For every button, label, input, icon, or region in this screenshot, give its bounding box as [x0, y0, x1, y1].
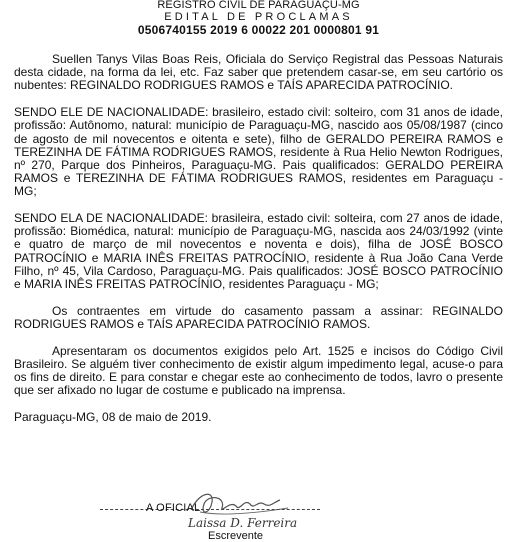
register-number: 0506740155 2019 6 00022 201 0000801 91	[137, 23, 380, 37]
signer-role: Escrevente	[208, 530, 264, 542]
signature-line	[100, 509, 320, 510]
documents-paragraph: Apresentaram os documentos exigidos pelo Art. 1525 e incisos do Código Civil Brasileiro. Se alguém tiver conhecimento de existir algum impedimento legal, acuse-o para os fins de direito. E para constar e chegar este ao conhecimento de todos, lavro o presente que ser afixado no lugar de costume e publicado na imprensa.	[14, 343, 503, 398]
intro-paragraph: Suellen Tanys Vilas Boas Reis, Oficiala do Serviço Registral das Pessoas Naturais desta cidade, na forma da lei, etc. Faz saber que pretendem casar-se, em seu cartório os nubentes: REGINALDO RODRIGUES RAMOS e TAÍS APARECIDA PATROCÍNIO.	[14, 52, 503, 93]
edital-title: EDITAL DE PROCLAMAS	[164, 11, 353, 23]
groom-paragraph: SENDO ELE DE NACIONALIDADE: brasileiro, estado civil: solteiro, com 31 anos de idade, profissão: Autônomo, natural: município de Paraguaçu-MG, nascido aos 05/08/1987 (cinco de agosto de mil novecentos e oitenta e sete), filho de GERALDO PEREIRA RAMOS e TEREZINHA DE FÁTIMA RODRIGUES RAMOS, residente à Rua Helio Newton Rodrigues, nº 270, Parque dos Pinheiros, Paraguaçu-MG. Pais qualificados: GERALDO PEREIRA RAMOS e TEREZINHA DE FÁTIMA RODRIGUES RAMOS, residentes em Paraguaçu - MG;	[14, 105, 503, 199]
signers-paragraph: Os contraentes em virtude do casamento passam a assinar: REGINALDO RODRIGUES RAMOS e TAÍS APARECIDA PATROCÍNIO RAMOS.	[14, 303, 503, 331]
signature-label: A OFICIAL	[146, 502, 201, 514]
signer-name: Laissa D. Ferreira	[188, 516, 298, 530]
document-header	[0, 0, 517, 36]
date-line: Paraguaçu-MG, 08 de maio de 2019.	[14, 409, 212, 424]
document-body	[14, 53, 503, 438]
registry-office-title: REGISTRO CIVIL DE PARAGUAÇU-MG	[157, 0, 360, 11]
bride-paragraph: SENDO ELA DE NACIONALIDADE: brasileira, estado civil: solteira, com 27 anos de idade, profissão: Biomédica, natural: município de Paraguaçu-MG, nascida aos 24/03/1992 (vinte e quatro de março de mil novecentos e noventa e dois), filha de JOSÉ BOSCO PATROCÍNIO e MARIA INÊS FREITAS PATROCÍNIO, residente à Rua João Cana Verde Filho, nº 45, Vila Cardoso, Paraguaçu-MG. Pais qualificados: JOSÉ BOSCO PATROCÍNIO e MARIA INÊS FREITAS PATROCÍNIO, residentes Paraguaçu - MG;	[14, 211, 503, 292]
